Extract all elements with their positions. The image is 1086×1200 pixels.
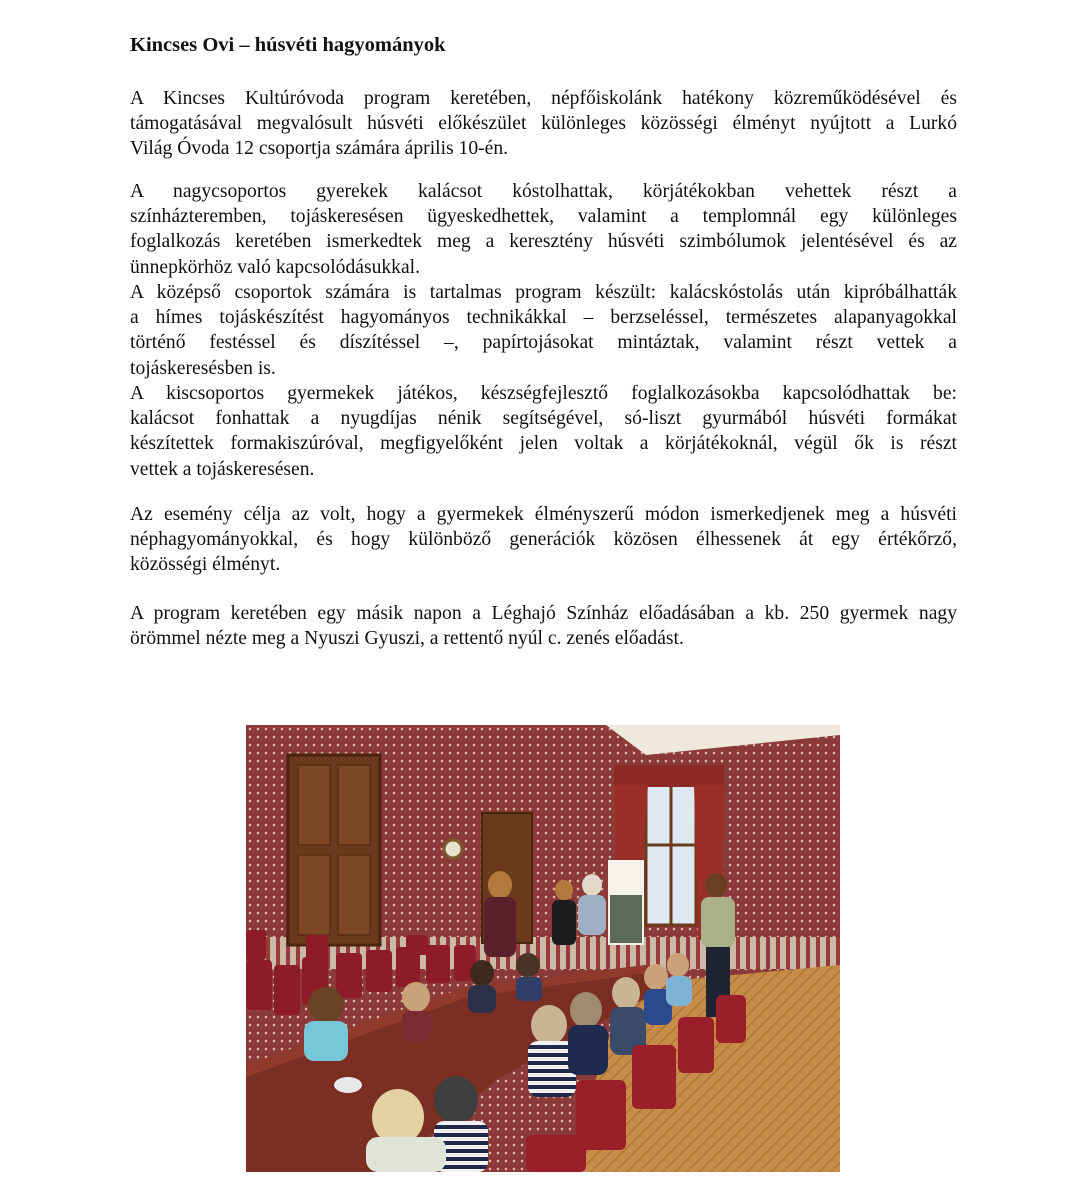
adult-woman-dark xyxy=(555,880,573,900)
text-line: Világ Óvoda 12 csoportja számára április 10-én. xyxy=(130,138,509,160)
curtain-valance xyxy=(614,765,724,787)
text-line: színházteremben, tojáskeresésen ügyeskedhettek, valamint a templomnál egy különleges xyxy=(130,206,957,228)
text-line: néphagyományokkal, és hogy különböző generációk közösen élhessenek át egy értékőrző, xyxy=(130,529,957,551)
flour-bowl xyxy=(334,1077,362,1093)
photo-scene xyxy=(246,725,840,1172)
adult-woman-center xyxy=(582,874,602,896)
text-line: vettek a tojáskeresésen. xyxy=(130,458,315,480)
event-photo xyxy=(246,725,840,1172)
text-line: a hímes tojáskészítést hagyományos technikákkal – berzseléssel, természetes alapanyagokkal xyxy=(130,307,957,329)
text-line: A Kincses Kultúróvoda program keretében, népfőiskolánk hatékony közreműködésével és xyxy=(130,88,957,109)
text-line: foglalkozás keretében ismerkedtek meg a keresztény húsvéti szimbólumok jelentésével és az xyxy=(130,231,957,253)
paragraph-intro xyxy=(130,86,957,162)
text-line: örömmel nézte meg a Nyuszi Gyuszi, a rettentő nyúl c. zenés előadást. xyxy=(130,628,684,650)
adult-woman-right xyxy=(705,873,727,897)
text-line: közösségi élményt. xyxy=(130,554,281,576)
text-line: A program keretében egy másik napon a Léghajó Színház előadásában a kb. 250 gyermek nagy xyxy=(130,603,957,624)
text-line: támogatásával megvalósult húsvéti előkészület különleges közösségi élményt nyújtott a Lurkó xyxy=(130,113,957,135)
text-line: készítettek formakiszúróval, megfigyelőként jelen voltak a körjátékoknál, végül ők is részt xyxy=(130,433,957,455)
paragraph-theatre xyxy=(130,601,957,651)
text-line: tojáskeresésben is. xyxy=(130,357,276,379)
paragraph-older-group xyxy=(130,179,957,280)
paragraph-middle-group xyxy=(130,280,957,381)
text-line: Az esemény célja az volt, hogy a gyermekek élményszerű módon ismerkedjenek meg a húsvéti xyxy=(130,504,957,525)
paragraph-goal xyxy=(130,502,957,578)
text-line: A középső csoportok számára is tartalmas program készült: kalácskóstolás után kipróbálhatták xyxy=(130,282,957,303)
text-line: ünnepkörhöz való kapcsolódásukkal. xyxy=(130,256,421,278)
paragraph-younger-group xyxy=(130,381,957,482)
adult-woman-left xyxy=(488,871,512,899)
text-line: A kiscsoportos gyermekek játékos, készségfejlesztő foglalkozásokba kapcsolódhattak be: xyxy=(130,383,957,404)
document-title: Kincses Ovi – húsvéti hagyományok xyxy=(130,34,446,56)
text-line: történő festéssel és díszítéssel –, papírtojásokat mintáztak, valamint részt vettek a xyxy=(130,332,957,354)
wall-clock xyxy=(444,840,462,858)
text-line: kalácsot fonhattak a nyugdíjas nénik segítségével, só-liszt gyurmából húsvéti formákat xyxy=(130,408,957,430)
text-line: A nagycsoportos gyerekek kalácsot kóstolhattak, körjátékokban vehettek részt a xyxy=(130,181,957,202)
